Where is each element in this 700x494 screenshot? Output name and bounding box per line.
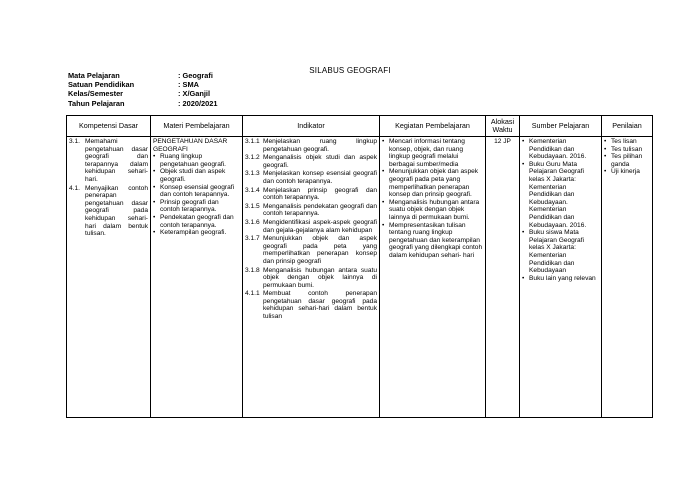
column-header: Sumber Pelajaran <box>520 116 602 137</box>
meta-label: Satuan Pendidikan <box>68 80 135 90</box>
indikator-number: 3.1.1 <box>245 138 260 145</box>
column-header: Indikator <box>243 116 380 137</box>
indikator-text: Menganalisis objek studi dan aspek geografi. <box>263 154 377 169</box>
indikator-item <box>245 187 377 202</box>
column-header: Penilaian <box>602 116 653 137</box>
bullet-icon: • <box>382 168 385 176</box>
indikator-item <box>245 219 377 234</box>
sumber-item <box>522 229 599 275</box>
indikator-item <box>245 203 377 218</box>
materi-item-text: Pendekatan geografi dan contoh terapannya. <box>160 213 234 229</box>
alokasi-cell: 12 JP <box>486 137 520 418</box>
indikator-text: Menjelaskan prinsip geografi dan contoh terapannya. <box>263 186 377 202</box>
indikator-text: Menganalisis hubungan antara suatu objek dengan objek lainnya di permukaan bumi. <box>263 266 377 289</box>
materi-item-text: Konsep esensial geografi dan contoh terapannya. <box>160 183 235 199</box>
penilaian-cell <box>602 137 653 418</box>
kegiatan-item-text: Mencari informasi tentang konsep, objek, dan ruang lingkup geografi melalui berbagai sumber/media <box>389 138 465 168</box>
materi-cell <box>151 137 243 418</box>
materi-item-text: Objek studi dan aspek geografi. <box>160 168 226 183</box>
indikator-text: Menunjukkan objek dan aspek geografi pada peta yang memperlihatkan penerapan konsep dan prinsip geografi <box>263 235 377 265</box>
indikator-number: 3.1.5 <box>245 202 260 210</box>
meta-value: : SMA <box>178 80 199 90</box>
table-row <box>67 137 653 418</box>
penilaian-item-text: Tes pilihan ganda <box>611 153 643 168</box>
indikator-number: 3.1.4 <box>245 186 260 194</box>
indikator-cell <box>243 137 380 418</box>
sumber-item-text: Buku lain yang relevan <box>529 274 596 282</box>
meta-label: Mata Pelajaran <box>68 71 120 80</box>
syllabus-table <box>66 115 653 418</box>
penilaian-item-text: Tes lisan <box>611 138 637 145</box>
materi-item-text: Ruang lingkup pengetahuan geografi. <box>160 153 226 168</box>
sumber-item-text: Buku siswa Mata Pelajaran Geografi kelas X Jakarta: Kementerian Pendidikan dan Kebudayaan <box>529 229 584 275</box>
meta-row <box>68 71 217 80</box>
kompetensi-item <box>69 138 148 184</box>
bullet-icon: • <box>382 138 385 145</box>
sumber-item <box>522 161 599 229</box>
penilaian-item <box>604 153 650 168</box>
meta-row <box>68 89 217 98</box>
kegiatan-item <box>382 138 483 168</box>
materi-item-text: Prinsip geografi dan contoh terapannya. <box>160 198 219 214</box>
kegiatan-item-text: Menganalisis hubungan antara suatu objek dengan objek lainnya di permukaan bumi. <box>389 198 480 221</box>
bullet-icon: • <box>153 183 156 191</box>
sumber-item <box>522 138 599 161</box>
bullet-icon: • <box>604 168 607 176</box>
meta-value: : Geografi <box>178 71 213 80</box>
materi-item <box>153 153 240 168</box>
kegiatan-cell <box>380 137 486 418</box>
indikator-number: 3.1.6 <box>245 218 260 226</box>
kompetensi-text: Memahami pengetahuan dasar geografi dan terapannya dalam kehidupan sehari-hari. <box>85 138 148 183</box>
kompetensi-number: 3.1. <box>69 138 80 145</box>
indikator-number: 3.1.7 <box>245 235 260 243</box>
sumber-item-text: Buku Guru Mata Pelajaran Geografi kelas X Jakarta: Kementerian Pendidikan dan Kebudayaan. Kementerian Pendidikan dan Kebudayaan. 2016. <box>529 160 587 229</box>
indikator-text: Menganalisis pendekatan geografi dan contoh terapannya. <box>263 202 377 218</box>
indikator-number: 3.1.8 <box>245 266 260 274</box>
bullet-icon: • <box>522 229 525 237</box>
materi-item <box>153 168 240 183</box>
materi-item <box>153 214 240 229</box>
indikator-item <box>245 138 377 153</box>
bullet-icon: • <box>522 160 525 168</box>
bullet-icon: • <box>522 274 525 282</box>
penilaian-item <box>604 138 650 146</box>
sumber-cell <box>520 137 602 418</box>
meta-label: Tahun Pelajaran <box>68 98 125 108</box>
bullet-icon: • <box>153 168 156 176</box>
indikator-text: Membuat contoh penerapan pengetahuan dasar geografi pada kehidupan sehari-hari dalam bentuk tulisan <box>263 290 377 321</box>
materi-item <box>153 184 240 199</box>
kegiatan-item-text: Mempresentasikan tulisan tentang ruang lingkup pengetahuan dan keterampilan geografi yang dilengkapi contoh dalam kehidupan sehari- hari <box>389 221 483 259</box>
indikator-item <box>245 170 377 185</box>
materi-heading: PENGETAHUAN DASAR GEOGRAFI <box>153 138 228 153</box>
meta-block <box>68 71 217 108</box>
meta-label: Kelas/Semester <box>68 89 124 99</box>
kegiatan-item <box>382 199 483 222</box>
column-header: Materi Pembelajaran <box>151 116 243 137</box>
header-row <box>67 116 653 137</box>
bullet-icon: • <box>153 213 156 221</box>
indikator-text: Menjelaskan konsep esensial geografi dan contoh terapannya. <box>263 170 377 185</box>
column-header: Alokasi Waktu <box>486 116 520 137</box>
penilaian-item-text: Tes tulisan <box>611 145 643 153</box>
penilaian-item-text: Uji kinerja <box>611 168 640 176</box>
sumber-item <box>522 275 599 283</box>
kegiatan-item <box>382 222 483 260</box>
bullet-icon: • <box>522 138 525 145</box>
meta-value: : 2020/2021 <box>178 98 218 108</box>
kegiatan-item <box>382 168 483 198</box>
indikator-item <box>245 154 377 169</box>
bullet-icon: • <box>153 198 156 206</box>
column-header: Kompetensi Dasar <box>67 116 151 137</box>
sumber-item-text: Kementerian Pendidikan dan Kebudayaan. 2016. <box>529 138 587 161</box>
materi-item <box>153 229 240 237</box>
kegiatan-item-text: Menunjukkan objek dan aspek geografi pada peta yang memperlihatkan penerapan konsep dan prinsip geografi. <box>389 168 479 199</box>
kompetensi-text: Menyajikan contoh penerapan pengetahuan dasar geografi pada kehidupan sehari-hari dalam bentuk tulisan. <box>85 184 148 238</box>
indikator-number: 3.1.3 <box>245 170 260 178</box>
meta-row <box>68 80 217 89</box>
bullet-icon: • <box>382 198 385 206</box>
indikator-text: Mengidentifikasi aspek-aspek geografi dan gejala-gejalanya alam kehidupan <box>263 218 377 234</box>
meta-row <box>68 99 217 108</box>
bullet-icon: • <box>604 138 607 145</box>
penilaian-item <box>604 146 650 154</box>
kompetensi-number: 4.1. <box>69 184 80 192</box>
indikator-text: Menjelaskan ruang lingkup pengetahuan geografi. <box>263 138 377 153</box>
kompetensi-cell <box>67 137 151 418</box>
indikator-item <box>245 235 377 265</box>
kompetensi-item <box>69 185 148 238</box>
materi-item <box>153 199 240 214</box>
bullet-icon: • <box>382 221 385 229</box>
penilaian-item <box>604 168 650 176</box>
bullet-icon: • <box>153 153 156 161</box>
indikator-item <box>245 290 377 320</box>
materi-item-text: Keterampilan geografi. <box>160 229 227 237</box>
indikator-item <box>245 267 377 290</box>
bullet-icon: • <box>604 153 607 161</box>
bullet-icon: • <box>153 229 156 237</box>
column-header: Kegiatan Pembelajaran <box>380 116 486 137</box>
meta-value: : X/Ganjil <box>178 89 211 99</box>
indikator-number: 3.1.2 <box>245 154 260 162</box>
bullet-icon: • <box>604 145 607 153</box>
indikator-number: 4.1.1 <box>245 290 260 298</box>
document-title: SILABUS GEOGRAFI <box>309 66 391 75</box>
